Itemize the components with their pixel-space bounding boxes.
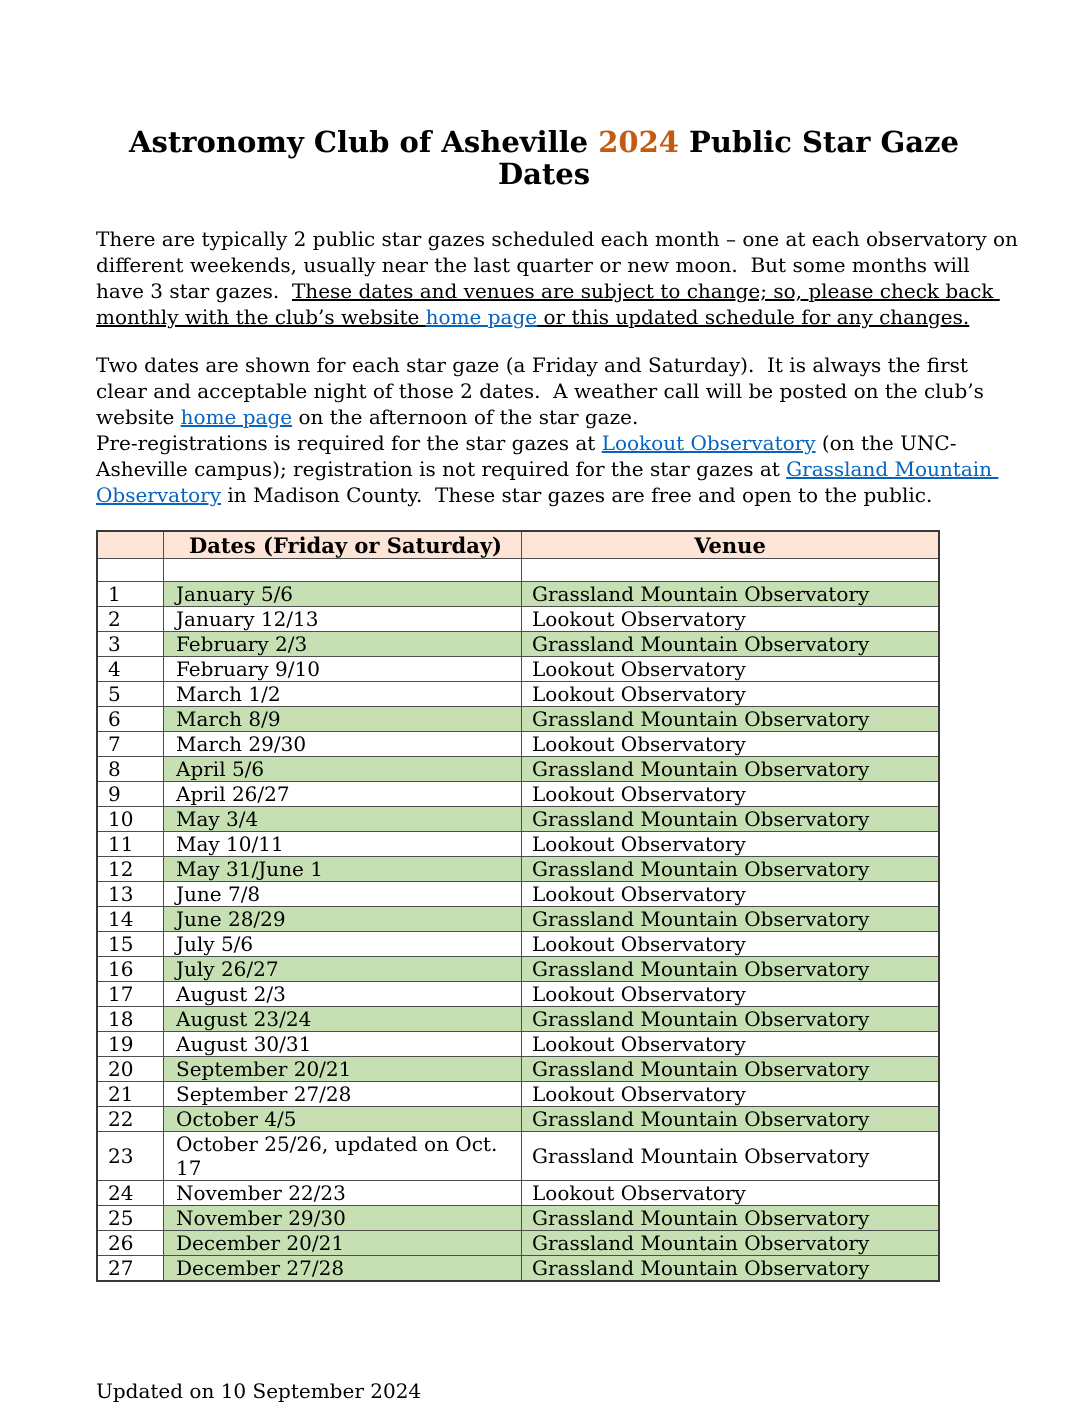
venue-cell: Lookout Observatory bbox=[522, 732, 940, 757]
table-row bbox=[97, 757, 939, 782]
row-number-cell: 22 bbox=[97, 1107, 164, 1132]
table-row bbox=[97, 1256, 939, 1282]
venue-cell: Grassland Mountain Observatory bbox=[522, 1206, 940, 1231]
table-row bbox=[97, 1007, 939, 1032]
date-cell: May 31/June 1 bbox=[164, 857, 522, 882]
date-cell: May 3/4 bbox=[164, 807, 522, 832]
intro-p2-text: Two dates are shown for each star gaze (a Friday and Saturday). It is always the first clear and acceptable night of those 2 dates. A weather call will be posted on the club’s website bbox=[96, 353, 991, 429]
row-number-cell: 16 bbox=[97, 957, 164, 982]
venue-cell: Grassland Mountain Observatory bbox=[522, 1007, 940, 1032]
dates-column-header: Dates (Friday or Saturday) bbox=[164, 531, 522, 559]
date-cell: July 26/27 bbox=[164, 957, 522, 982]
table-row bbox=[97, 1057, 939, 1082]
date-cell: March 1/2 bbox=[164, 682, 522, 707]
venue-cell: Lookout Observatory bbox=[522, 982, 940, 1007]
star-gaze-schedule-table bbox=[96, 530, 940, 1282]
table-row bbox=[97, 957, 939, 982]
intro-paragraph-1 bbox=[96, 226, 1025, 330]
venue-cell: Grassland Mountain Observatory bbox=[522, 1057, 940, 1082]
lookout-observatory-link[interactable]: Lookout Observatory bbox=[601, 431, 816, 455]
venue-cell: Grassland Mountain Observatory bbox=[522, 1132, 940, 1181]
intro-p1-underlined-text: These dates and venues are subject to change; so, please check back monthly with the club’s website bbox=[96, 279, 1000, 329]
venue-cell: Lookout Observatory bbox=[522, 1181, 940, 1206]
row-number-cell: 3 bbox=[97, 632, 164, 657]
date-cell: August 23/24 bbox=[164, 1007, 522, 1032]
table-row bbox=[97, 832, 939, 857]
row-number-cell: 2 bbox=[97, 607, 164, 632]
row-number-cell: 24 bbox=[97, 1181, 164, 1206]
venue-cell: Lookout Observatory bbox=[522, 932, 940, 957]
row-number-cell: 27 bbox=[97, 1256, 164, 1282]
date-cell: February 9/10 bbox=[164, 657, 522, 682]
date-cell: April 26/27 bbox=[164, 782, 522, 807]
table-row bbox=[97, 607, 939, 632]
table-row bbox=[97, 907, 939, 932]
title-text-post: Public Star Gaze Dates bbox=[497, 125, 959, 191]
venue-cell: Grassland Mountain Observatory bbox=[522, 632, 940, 657]
row-number-cell: 17 bbox=[97, 982, 164, 1007]
venue-cell: Grassland Mountain Observatory bbox=[522, 1231, 940, 1256]
row-number-cell: 5 bbox=[97, 682, 164, 707]
row-number-cell: 13 bbox=[97, 882, 164, 907]
table-row bbox=[97, 807, 939, 832]
registration-text-pre: Pre-registrations is required for the star gazes at bbox=[96, 431, 602, 455]
table-row bbox=[97, 707, 939, 732]
row-number-cell: 11 bbox=[97, 832, 164, 857]
page-title bbox=[96, 126, 992, 190]
row-number-cell: 10 bbox=[97, 807, 164, 832]
venue-column-header: Venue bbox=[522, 531, 940, 559]
date-cell: April 5/6 bbox=[164, 757, 522, 782]
date-cell: August 30/31 bbox=[164, 1032, 522, 1057]
home-page-link-2[interactable]: home page bbox=[180, 405, 293, 429]
date-cell: February 2/3 bbox=[164, 632, 522, 657]
row-number-cell: 12 bbox=[97, 857, 164, 882]
row-number-cell: 6 bbox=[97, 707, 164, 732]
row-number-cell: 8 bbox=[97, 757, 164, 782]
venue-cell: Grassland Mountain Observatory bbox=[522, 957, 940, 982]
venue-cell: Grassland Mountain Observatory bbox=[522, 857, 940, 882]
date-cell: September 27/28 bbox=[164, 1082, 522, 1107]
table-row bbox=[97, 1206, 939, 1231]
date-cell: August 2/3 bbox=[164, 982, 522, 1007]
venue-cell: Grassland Mountain Observatory bbox=[522, 1107, 940, 1132]
registration-paragraph bbox=[96, 430, 1020, 508]
table-row bbox=[97, 857, 939, 882]
row-number-cell: 23 bbox=[97, 1132, 164, 1181]
venue-cell: Lookout Observatory bbox=[522, 882, 940, 907]
date-cell: March 8/9 bbox=[164, 707, 522, 732]
date-cell: September 20/21 bbox=[164, 1057, 522, 1082]
header-row bbox=[97, 531, 939, 559]
table-row bbox=[97, 1107, 939, 1132]
table-row bbox=[97, 582, 939, 607]
date-cell: October 25/26, updated on Oct. 17 bbox=[164, 1132, 522, 1181]
row-number-cell: 21 bbox=[97, 1082, 164, 1107]
row-number-cell: 19 bbox=[97, 1032, 164, 1057]
title-text-pre: Astronomy Club of Asheville bbox=[129, 125, 599, 159]
venue-cell: Lookout Observatory bbox=[522, 832, 940, 857]
date-cell: March 29/30 bbox=[164, 732, 522, 757]
star-gaze-table-body bbox=[97, 559, 939, 1282]
table-row bbox=[97, 732, 939, 757]
date-cell: May 10/11 bbox=[164, 832, 522, 857]
row-number-cell: 25 bbox=[97, 1206, 164, 1231]
date-cell: December 20/21 bbox=[164, 1231, 522, 1256]
venue-cell: Grassland Mountain Observatory bbox=[522, 1256, 940, 1282]
date-cell: June 28/29 bbox=[164, 907, 522, 932]
title-year: 2024 bbox=[598, 125, 679, 159]
table-row bbox=[97, 932, 939, 957]
venue-cell: Lookout Observatory bbox=[522, 657, 940, 682]
table-row bbox=[97, 982, 939, 1007]
table-row bbox=[97, 1132, 939, 1181]
spacer-cell bbox=[522, 559, 940, 582]
venue-cell: Lookout Observatory bbox=[522, 1082, 940, 1107]
row-number-cell: 14 bbox=[97, 907, 164, 932]
venue-cell: Lookout Observatory bbox=[522, 782, 940, 807]
date-cell: October 4/5 bbox=[164, 1107, 522, 1132]
spacer-cell bbox=[164, 559, 522, 582]
row-number-column-header bbox=[97, 531, 164, 559]
row-number-cell: 4 bbox=[97, 657, 164, 682]
row-number-cell: 26 bbox=[97, 1231, 164, 1256]
venue-cell: Lookout Observatory bbox=[522, 1032, 940, 1057]
date-cell: January 12/13 bbox=[164, 607, 522, 632]
row-number-cell: 18 bbox=[97, 1007, 164, 1032]
updated-date: Updated on 10 September 2024 bbox=[96, 1379, 422, 1403]
venue-cell: Grassland Mountain Observatory bbox=[522, 907, 940, 932]
registration-text-mid: (on the UNC-Asheville campus); registration is not required for the star gazes at bbox=[96, 431, 957, 481]
table-row bbox=[97, 632, 939, 657]
home-page-link[interactable]: home page bbox=[425, 305, 538, 329]
intro-p2-text-end: on the afternoon of the star gaze. bbox=[292, 405, 639, 429]
venue-cell: Grassland Mountain Observatory bbox=[522, 582, 940, 607]
date-cell: November 29/30 bbox=[164, 1206, 522, 1231]
venue-cell: Lookout Observatory bbox=[522, 682, 940, 707]
intro-p1-text: There are typically 2 public star gazes scheduled each month – one at each observatory on different weekends, usually near the last quarter or new moon. But some months will have 3 star gazes. bbox=[96, 227, 1025, 303]
table-row bbox=[97, 1231, 939, 1256]
registration-text-post: in Madison County. These star gazes are free and open to the public. bbox=[221, 483, 933, 507]
row-number-cell: 15 bbox=[97, 932, 164, 957]
row-number-cell: 7 bbox=[97, 732, 164, 757]
spacer-cell bbox=[97, 559, 164, 582]
grassland-mountain-observatory-link[interactable]: Grassland Mountain Observatory bbox=[96, 457, 999, 507]
date-cell: July 5/6 bbox=[164, 932, 522, 957]
table-header bbox=[97, 531, 939, 559]
date-cell: November 22/23 bbox=[164, 1181, 522, 1206]
venue-cell: Grassland Mountain Observatory bbox=[522, 707, 940, 732]
date-cell: January 5/6 bbox=[164, 582, 522, 607]
table-row bbox=[97, 882, 939, 907]
venue-cell: Grassland Mountain Observatory bbox=[522, 757, 940, 782]
spacer-row bbox=[97, 559, 939, 582]
table-row bbox=[97, 657, 939, 682]
venue-cell: Grassland Mountain Observatory bbox=[522, 807, 940, 832]
table-row bbox=[97, 1181, 939, 1206]
table-row bbox=[97, 782, 939, 807]
intro-p1-underlined-text-end: or this updated schedule for any changes. bbox=[537, 305, 970, 329]
table-row bbox=[97, 1082, 939, 1107]
row-number-cell: 9 bbox=[97, 782, 164, 807]
table-row bbox=[97, 682, 939, 707]
date-cell: December 27/28 bbox=[164, 1256, 522, 1282]
table-row bbox=[97, 1032, 939, 1057]
row-number-cell: 1 bbox=[97, 582, 164, 607]
row-number-cell: 20 bbox=[97, 1057, 164, 1082]
intro-paragraph-2 bbox=[96, 352, 1020, 430]
date-cell: June 7/8 bbox=[164, 882, 522, 907]
venue-cell: Lookout Observatory bbox=[522, 607, 940, 632]
